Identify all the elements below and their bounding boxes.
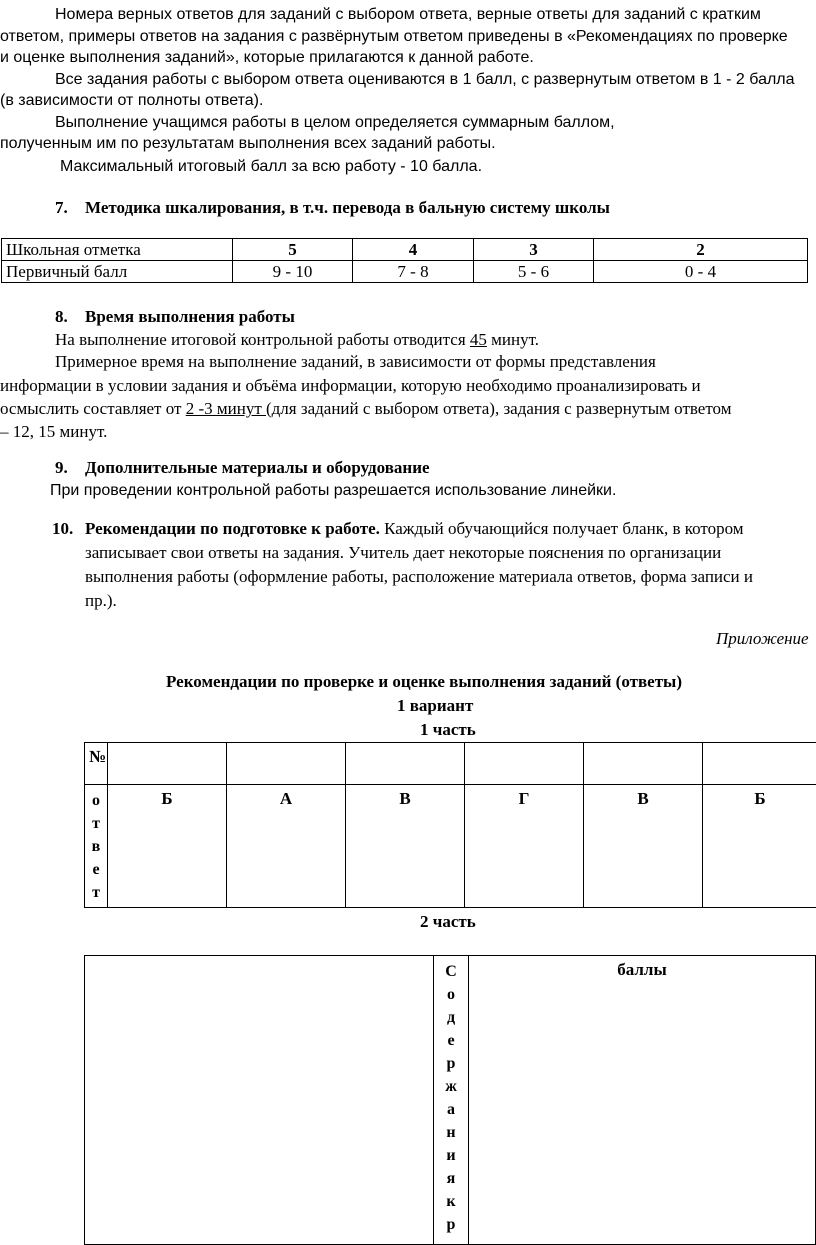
approx-time-value: 2 -3 минут xyxy=(186,399,266,418)
table-cell: 2 xyxy=(594,239,808,261)
table-row xyxy=(85,956,816,1245)
grade-table xyxy=(1,238,808,283)
table-cell: 9 - 10 xyxy=(233,261,353,283)
section-10-number: 10. xyxy=(52,517,73,541)
section-8-number: 8. xyxy=(55,305,68,329)
approx-time-line-4: – 12, 15 минут. xyxy=(0,420,107,444)
table-cell xyxy=(346,743,465,785)
answer-label-letter: о xyxy=(85,789,107,812)
content-header-letter: к xyxy=(434,1190,468,1213)
answer-label-letter: т xyxy=(85,812,107,835)
part-1-label: 1 часть xyxy=(420,718,476,742)
answer-label-letter: т xyxy=(85,881,107,904)
content-header-cell xyxy=(434,956,469,1245)
recommendations-title: Рекомендации по проверке и оценке выполнения заданий (ответы) xyxy=(166,670,682,694)
answers-table xyxy=(84,742,816,908)
scoring-line-1: Все задания работы с выбором ответа оцениваются в 1 балл, с развернутым ответом в 1 - 2 балла xyxy=(55,68,795,92)
appendix-label: Приложение xyxy=(716,627,809,651)
evaluation-line-2: полученным им по результатам выполнения всех заданий работы. xyxy=(0,132,496,156)
answer-cell: Б xyxy=(108,785,227,908)
table-row xyxy=(85,785,816,908)
answer-cell: Б xyxy=(703,785,816,908)
time-allotted-value: 45 xyxy=(470,330,487,349)
section-9-number: 9. xyxy=(55,456,68,480)
content-header-letter: ж xyxy=(434,1075,468,1098)
answer-cell: А xyxy=(227,785,346,908)
scoring-line-2: (в зависимости от полноты ответа). xyxy=(0,89,263,113)
answer-cell: В xyxy=(346,785,465,908)
table-cell xyxy=(227,743,346,785)
content-header-letter: н xyxy=(434,1121,468,1144)
content-header-letter: р xyxy=(434,1213,468,1236)
content-header-letter: е xyxy=(434,1029,468,1052)
criteria-table xyxy=(84,955,816,1245)
time-allotted-unit: минут. xyxy=(487,330,539,349)
content-header-letter: а xyxy=(434,1098,468,1121)
number-header-cell: № xyxy=(85,743,108,785)
table-cell xyxy=(85,956,434,1245)
approx-time-rest: (для заданий с выбором ответа), задания с развернутым ответом xyxy=(266,399,731,418)
intro-line-3: и оценке выполнения заданий», которые прилагаются к данной работе. xyxy=(0,46,534,70)
evaluation-line-1: Выполнение учащимся работы в целом определяется суммарным баллом, xyxy=(55,111,615,135)
table-cell xyxy=(465,743,584,785)
time-allotted-line xyxy=(55,328,539,352)
table-row xyxy=(2,261,808,283)
table-cell: 0 - 4 xyxy=(594,261,808,283)
content-header-letter: и xyxy=(434,1144,468,1167)
max-score-line: Максимальный итоговый балл за всю работу - 10 балла. xyxy=(60,155,482,179)
answer-cell: Г xyxy=(465,785,584,908)
table-cell xyxy=(584,743,703,785)
answer-label-letter: в xyxy=(85,835,107,858)
table-cell: 5 xyxy=(233,239,353,261)
part-2-label: 2 часть xyxy=(420,910,476,934)
section-8-title: Время выполнения работы xyxy=(85,305,295,329)
section-9-title: Дополнительные материалы и оборудование xyxy=(85,456,430,480)
approx-time-line-2: информации в условии задания и объёма информации, которую необходимо проанализировать и xyxy=(0,374,701,398)
section-7-title: Методика шкалирования, в т.ч. перевода в бальную систему школы xyxy=(85,196,610,220)
prep-line-1-text: Каждый обучающийся получает бланк, в котором xyxy=(380,519,744,538)
content-header-letter: о xyxy=(434,983,468,1006)
prep-line-1 xyxy=(85,517,744,541)
variant-label: 1 вариант xyxy=(397,694,473,718)
approx-time-line-3 xyxy=(0,397,731,421)
answer-label-letter: е xyxy=(85,858,107,881)
section-7-number: 7. xyxy=(55,196,68,220)
approx-time-text: осмыслить составляет от xyxy=(0,399,186,418)
prep-line-4: пр.). xyxy=(85,589,117,613)
materials-text: При проведении контрольной работы разрешается использование линейки. xyxy=(50,479,616,503)
table-cell: 4 xyxy=(353,239,474,261)
table-cell: Первичный балл xyxy=(2,261,233,283)
content-header-letter: я xyxy=(434,1167,468,1190)
table-cell: 5 - 6 xyxy=(474,261,594,283)
intro-line-1: Номера верных ответов для заданий с выбором ответа, верные ответы для заданий с кратким xyxy=(55,3,761,27)
points-header-cell: баллы xyxy=(469,956,816,1245)
prep-line-3: выполнения работы (оформление работы, расположение материала ответов, форма записи и xyxy=(85,565,753,589)
content-header-letter: д xyxy=(434,1006,468,1029)
content-header-letter: С xyxy=(434,960,468,983)
table-cell: Школьная отметка xyxy=(2,239,233,261)
content-header-letter: р xyxy=(434,1052,468,1075)
table-cell: 7 - 8 xyxy=(353,261,474,283)
table-cell: 3 xyxy=(474,239,594,261)
table-row xyxy=(2,239,808,261)
approx-time-line-1: Примерное время на выполнение заданий, в зависимости от формы представления xyxy=(55,350,656,374)
intro-line-2: ответом, примеры ответов на задания с развёрнутым ответом приведены в «Рекомендациях по проверке xyxy=(0,25,788,49)
table-row xyxy=(85,743,816,785)
answer-cell: В xyxy=(584,785,703,908)
answer-label-cell xyxy=(85,785,108,908)
time-allotted-text: На выполнение итоговой контрольной работы отводится xyxy=(55,330,470,349)
prep-line-2: записывает свои ответы на задания. Учитель дает некоторые пояснения по организации xyxy=(85,541,721,565)
table-cell xyxy=(703,743,816,785)
table-cell xyxy=(108,743,227,785)
section-10-title: Рекомендации по подготовке к работе. xyxy=(85,519,380,538)
